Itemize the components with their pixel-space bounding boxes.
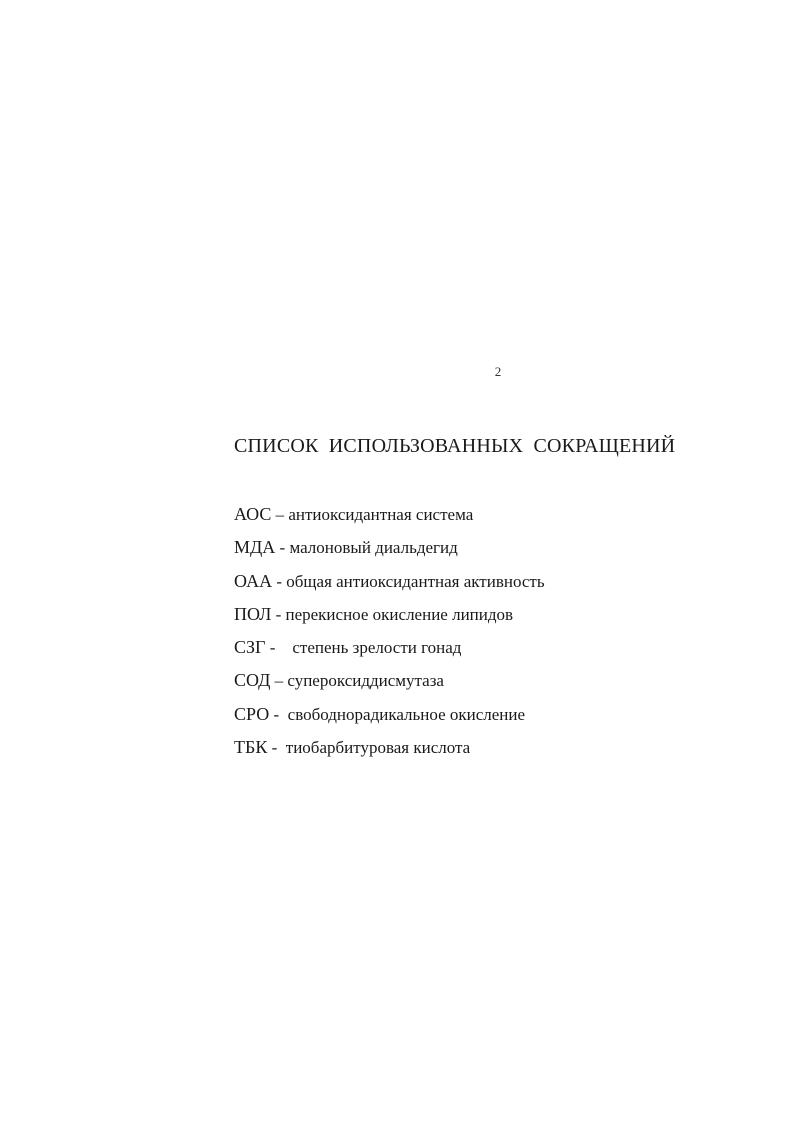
abbreviation-item xyxy=(234,535,545,568)
abbreviation-item xyxy=(234,602,545,635)
abbreviation-separator: - xyxy=(267,738,286,758)
abbreviation-separator: - xyxy=(272,571,287,591)
abbreviation-list xyxy=(234,502,545,768)
abbreviation-definition: общая антиоксидантная активность xyxy=(286,571,545,591)
abbreviation-item xyxy=(234,569,545,602)
abbreviation-term: МДА xyxy=(234,537,276,558)
abbreviation-term: СЗГ xyxy=(234,637,266,658)
abbreviation-term: ТБК xyxy=(234,737,268,758)
abbreviation-item xyxy=(234,702,545,735)
abbreviation-definition: перекисное окисление липидов xyxy=(285,604,514,624)
abbreviation-term: СРО xyxy=(234,703,270,724)
document-title: СПИСОК ИСПОЛЬЗОВАННЫХ СОКРАЩЕНИЙ xyxy=(234,435,676,457)
abbreviation-term: ПОЛ xyxy=(234,603,272,624)
abbreviation-separator: - xyxy=(265,638,293,658)
abbreviation-definition: супероксиддисмутаза xyxy=(287,671,444,691)
abbreviation-item xyxy=(234,635,545,668)
abbreviation-term: ОАА xyxy=(234,570,273,591)
abbreviation-separator: – xyxy=(270,671,288,691)
abbreviation-definition: тиобарбитуровая кислота xyxy=(285,738,471,758)
abbreviation-separator: - xyxy=(275,538,290,558)
abbreviation-separator: - xyxy=(271,604,286,624)
abbreviation-item xyxy=(234,502,545,535)
abbreviation-definition: свободнорадикальное окисление xyxy=(287,704,526,724)
abbreviation-item xyxy=(234,668,545,701)
abbreviation-item xyxy=(234,735,545,768)
abbreviation-definition: степень зрелости гонад xyxy=(292,638,462,658)
abbreviation-term: АОС xyxy=(234,504,272,524)
abbreviation-definition: антиоксидантная система xyxy=(288,505,474,524)
abbreviation-definition: малоновый диальдегид xyxy=(289,538,458,558)
abbreviation-separator: – xyxy=(271,505,289,524)
abbreviation-term: СОД xyxy=(234,670,271,691)
abbreviation-separator: - xyxy=(269,704,288,724)
page-number: 2 xyxy=(494,364,502,379)
